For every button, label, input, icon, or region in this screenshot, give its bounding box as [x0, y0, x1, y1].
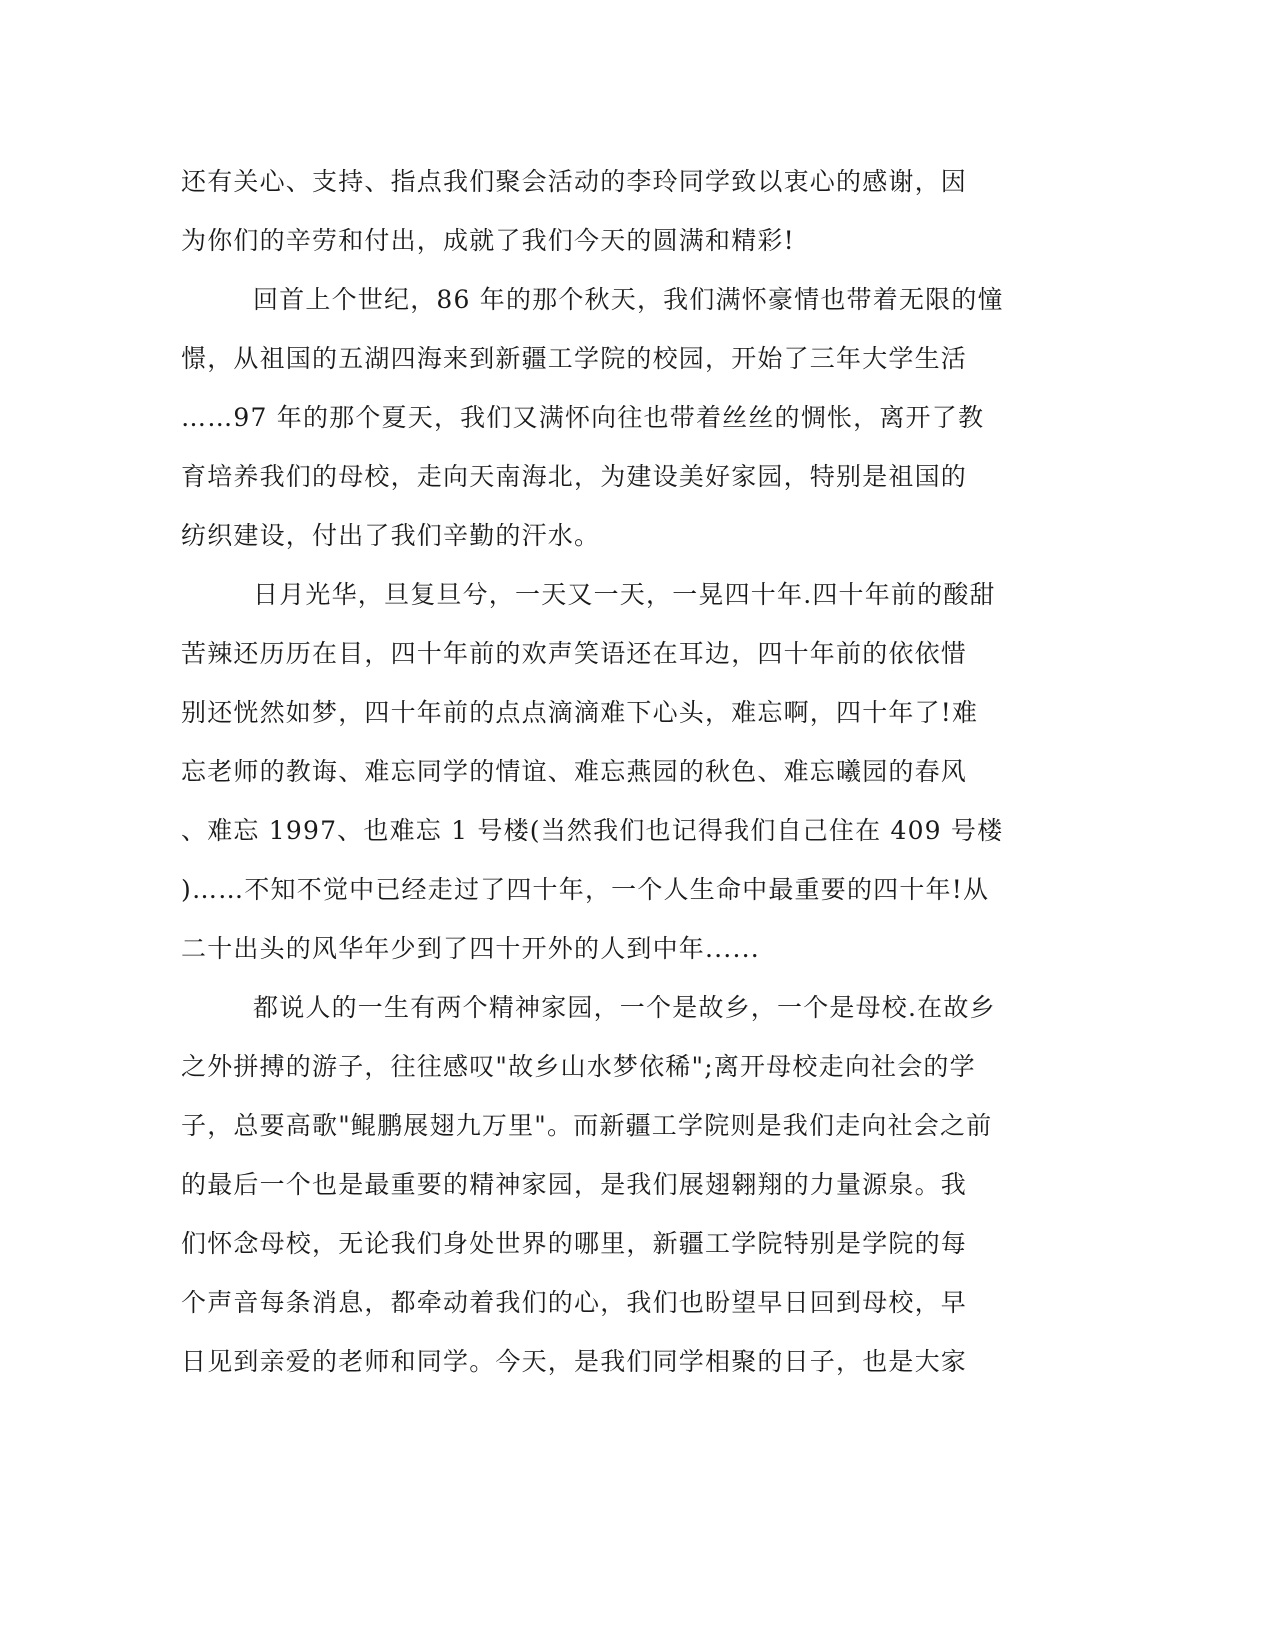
paragraph-start-line: 回首上个世纪，86 年的那个秋天，我们满怀豪情也带着无限的憧	[253, 285, 1004, 314]
paragraph-start-line: 日月光华，旦复旦兮，一天又一天，一晃四十年.四十年前的酸甜	[253, 580, 996, 609]
text-line: 育培养我们的母校，走向天南海北，为建设美好家园，特别是祖国的	[181, 462, 968, 491]
text-line: )……不知不觉中已经走过了四十年，一个人生命中最重要的四十年!从	[181, 875, 990, 904]
text-line: 个声音每条消息，都牵动着我们的心，我们也盼望早日回到母校，早	[181, 1288, 968, 1317]
text-line: 日见到亲爱的老师和同学。今天，是我们同学相聚的日子，也是大家	[181, 1347, 968, 1376]
text-line: 二十出头的风华年少到了四十开外的人到中年......	[181, 934, 760, 963]
text-line: 的最后一个也是最重要的精神家园，是我们展翅翱翔的力量源泉。我	[181, 1170, 968, 1199]
text-line: 别还恍然如梦，四十年前的点点滴滴难下心头，难忘啊，四十年了!难	[181, 698, 979, 727]
text-line: 、难忘 1997、也难忘 1 号楼(当然我们也记得我们自己住在 409 号楼	[181, 816, 1004, 845]
paragraph-start-line: 都说人的一生有两个精神家园，一个是故乡，一个是母校.在故乡	[253, 993, 996, 1022]
text-line: 为你们的辛劳和付出，成就了我们今天的圆满和精彩!	[181, 226, 795, 255]
text-line: 苦辣还历历在目，四十年前的欢声笑语还在耳边，四十年前的依依惜	[181, 639, 968, 668]
text-line: 子，总要高歌"鲲鹏展翅九万里"。而新疆工学院则是我们走向社会之前	[181, 1111, 993, 1140]
text-line: 纺织建设，付出了我们辛勤的汗水。	[181, 521, 601, 550]
text-line: ……97 年的那个夏天，我们又满怀向往也带着丝丝的惆怅，离开了教	[181, 403, 985, 432]
text-line: 憬，从祖国的五湖四海来到新疆工学院的校园，开始了三年大学生活	[181, 344, 968, 373]
text-line: 忘老师的教诲、难忘同学的情谊、难忘燕园的秋色、难忘曦园的春风	[181, 757, 968, 786]
text-line: 还有关心、支持、指点我们聚会活动的李玲同学致以衷心的感谢，因	[181, 167, 968, 196]
text-line: 们怀念母校，无论我们身处世界的哪里，新疆工学院特别是学院的每	[181, 1229, 968, 1258]
text-line: 之外拼搏的游子，往往感叹"故乡山水梦依稀";离开母校走向社会的学	[181, 1052, 976, 1081]
